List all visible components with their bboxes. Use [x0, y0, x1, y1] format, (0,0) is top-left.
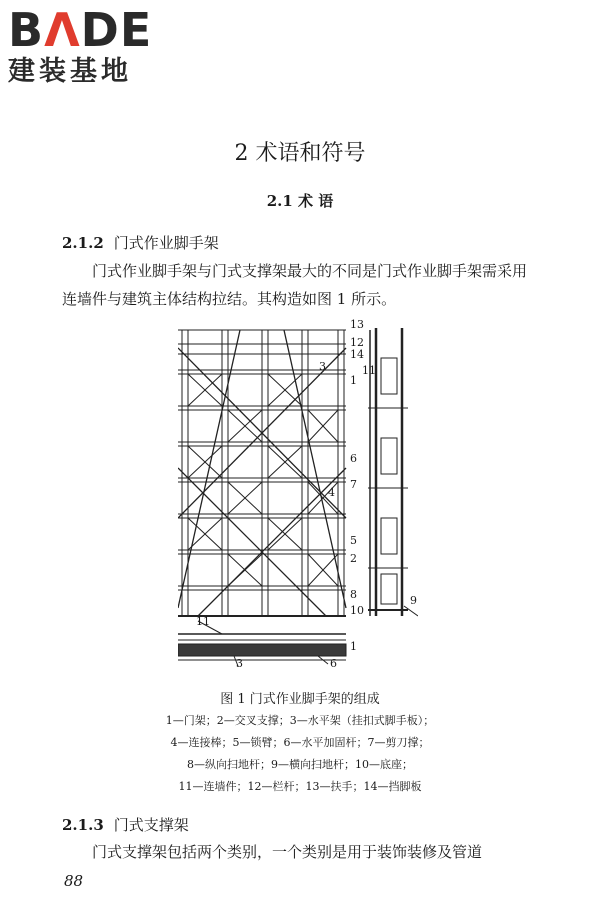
clause-number: 2.1.2 [62, 234, 104, 252]
page-number: 88 [64, 872, 84, 890]
callout-7: 7 [350, 478, 357, 491]
clause-title: 门式作业脚手架 [113, 234, 219, 252]
callout-6-plan: 6 [330, 657, 337, 670]
callout-2: 2 [350, 552, 357, 565]
callout-9: 9 [410, 594, 417, 607]
legend-line-4: 11—连墙件；12—栏杆；13—扶手；14—挡脚板 [178, 780, 422, 793]
paragraph-text: 门式支撑架包括两个类别，一个类别是用于装饰装修及管道 [92, 843, 483, 861]
callout-11-plan: 11 [196, 615, 210, 628]
clause-title: 门式支撑架 [113, 816, 189, 834]
section-title: 2.1 术 语 [266, 192, 334, 210]
callout-14: 14 [350, 348, 364, 361]
clause-heading-2-1-3 [62, 814, 189, 835]
clause-number: 2.1.3 [62, 816, 104, 834]
logo-subtitle: 建装基地 [8, 56, 132, 87]
logo [8, 4, 152, 88]
callout-5: 5 [350, 534, 357, 547]
chapter-title: 2 术语和符号 [234, 141, 366, 166]
figure-caption: 图 1 门式作业脚手架的组成 [220, 692, 380, 707]
callout-1-elevation: 1 [350, 374, 357, 387]
legend-line-3: 8—纵向扫地杆；9—横向扫地杆；10—底座； [187, 758, 413, 771]
callout-6-elevation: 6 [350, 452, 357, 465]
clause-heading-2-1-2 [62, 232, 219, 253]
callout-1-plan: 1 [350, 640, 357, 653]
callout-10: 10 [350, 604, 364, 617]
logo-wordmark: BΛDE [8, 3, 153, 57]
callout-3-plan: 3 [236, 657, 243, 670]
callout-11-side: 11 [362, 364, 376, 377]
clause-paragraph [62, 838, 540, 866]
legend-line-1: 1—门架；2—交叉支撑；3—水平架（挂扣式脚手板）； [165, 714, 435, 727]
legend-line-2: 4—连接棒；5—锁臂；6—水平加固杆；7—剪刀撑； [170, 736, 430, 749]
callout-8: 8 [350, 588, 357, 601]
scaffold-figure [178, 318, 418, 678]
callout-3-elevation: 3 [319, 360, 326, 373]
callout-13: 13 [350, 318, 364, 331]
callout-12: 12 [350, 336, 364, 349]
clause-paragraph [62, 257, 540, 313]
paragraph-text: 门式作业脚手架与门式支撑架最大的不同是门式作业脚手架需采用连墙件与建筑主体结构拉结。其构造如图 1 所示。 [62, 262, 528, 308]
callout-4: 4 [328, 486, 335, 499]
